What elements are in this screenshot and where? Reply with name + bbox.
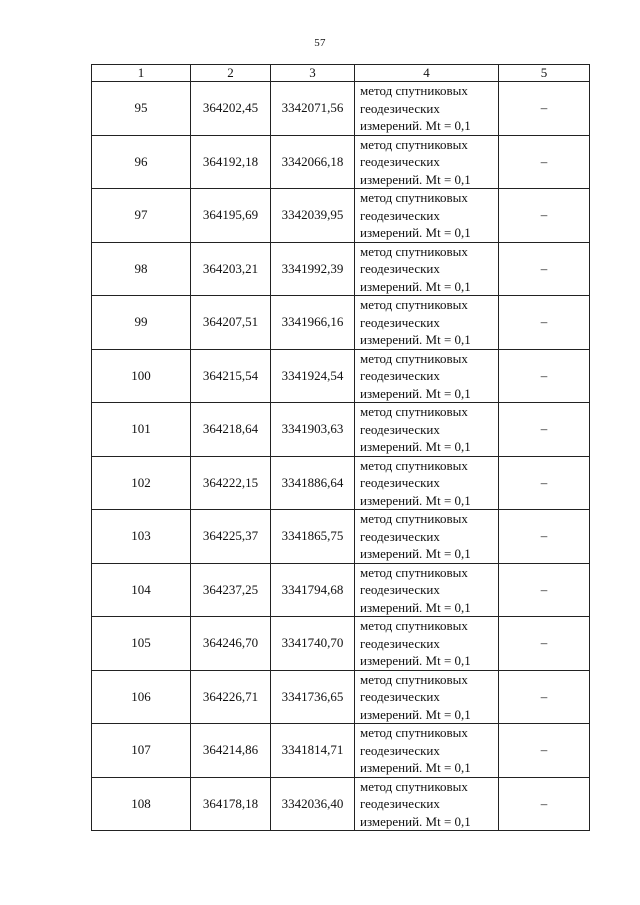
header-col-5: 5 (499, 65, 590, 82)
method-cell: метод спутниковых геодезических измерений. Mt = 0,1 (355, 777, 499, 831)
note-cell: – (499, 189, 590, 243)
point-number-cell: 107 (92, 724, 191, 778)
note-cell: – (499, 403, 590, 457)
point-number-cell: 106 (92, 670, 191, 724)
method-cell: метод спутниковых геодезических измерений. Mt = 0,1 (355, 82, 499, 136)
note-cell: – (499, 135, 590, 189)
point-number-cell: 100 (92, 349, 191, 403)
note-cell: – (499, 456, 590, 510)
note-cell: – (499, 349, 590, 403)
y-coordinate-cell: 3342039,95 (271, 189, 355, 243)
note-cell: – (499, 296, 590, 350)
table-row (92, 349, 590, 403)
method-cell: метод спутниковых геодезических измерений. Mt = 0,1 (355, 349, 499, 403)
point-number-cell: 97 (92, 189, 191, 243)
note-cell: – (499, 777, 590, 831)
point-number-cell: 108 (92, 777, 191, 831)
point-number-cell: 98 (92, 242, 191, 296)
y-coordinate-cell: 3342066,18 (271, 135, 355, 189)
y-coordinate-cell: 3342071,56 (271, 82, 355, 136)
table-row (92, 242, 590, 296)
y-coordinate-cell: 3341992,39 (271, 242, 355, 296)
point-number-cell: 104 (92, 563, 191, 617)
table-row (92, 135, 590, 189)
x-coordinate-cell: 364226,71 (191, 670, 271, 724)
x-coordinate-cell: 364178,18 (191, 777, 271, 831)
method-cell: метод спутниковых геодезических измерений. Mt = 0,1 (355, 563, 499, 617)
point-number-cell: 96 (92, 135, 191, 189)
y-coordinate-cell: 3341865,75 (271, 510, 355, 564)
table-row (92, 777, 590, 831)
x-coordinate-cell: 364207,51 (191, 296, 271, 350)
y-coordinate-cell: 3341736,65 (271, 670, 355, 724)
x-coordinate-cell: 364222,15 (191, 456, 271, 510)
page-number: 57 (314, 37, 326, 49)
note-cell: – (499, 617, 590, 671)
y-coordinate-cell: 3341903,63 (271, 403, 355, 457)
method-cell: метод спутниковых геодезических измерений. Mt = 0,1 (355, 135, 499, 189)
header-col-3: 3 (271, 65, 355, 82)
method-cell: метод спутниковых геодезических измерений. Mt = 0,1 (355, 670, 499, 724)
header-row (92, 65, 590, 82)
note-cell: – (499, 563, 590, 617)
table-row (92, 82, 590, 136)
method-cell: метод спутниковых геодезических измерений. Mt = 0,1 (355, 724, 499, 778)
table-row (92, 563, 590, 617)
point-number-cell: 99 (92, 296, 191, 350)
x-coordinate-cell: 364195,69 (191, 189, 271, 243)
table-row (92, 510, 590, 564)
x-coordinate-cell: 364218,64 (191, 403, 271, 457)
point-number-cell: 103 (92, 510, 191, 564)
method-cell: метод спутниковых геодезических измерений. Mt = 0,1 (355, 617, 499, 671)
point-number-cell: 105 (92, 617, 191, 671)
table-row (92, 617, 590, 671)
y-coordinate-cell: 3341886,64 (271, 456, 355, 510)
header-col-1: 1 (92, 65, 191, 82)
table-row (92, 724, 590, 778)
header-col-2: 2 (191, 65, 271, 82)
method-cell: метод спутниковых геодезических измерений. Mt = 0,1 (355, 296, 499, 350)
note-cell: – (499, 724, 590, 778)
note-cell: – (499, 82, 590, 136)
y-coordinate-cell: 3341814,71 (271, 724, 355, 778)
coordinates-table (91, 64, 590, 831)
x-coordinate-cell: 364214,86 (191, 724, 271, 778)
method-cell: метод спутниковых геодезических измерений. Mt = 0,1 (355, 510, 499, 564)
method-cell: метод спутниковых геодезических измерений. Mt = 0,1 (355, 189, 499, 243)
header-col-4: 4 (355, 65, 499, 82)
x-coordinate-cell: 364237,25 (191, 563, 271, 617)
table-row (92, 670, 590, 724)
x-coordinate-cell: 364215,54 (191, 349, 271, 403)
y-coordinate-cell: 3341740,70 (271, 617, 355, 671)
note-cell: – (499, 510, 590, 564)
x-coordinate-cell: 364225,37 (191, 510, 271, 564)
method-cell: метод спутниковых геодезических измерений. Mt = 0,1 (355, 403, 499, 457)
method-cell: метод спутниковых геодезических измерений. Mt = 0,1 (355, 456, 499, 510)
x-coordinate-cell: 364246,70 (191, 617, 271, 671)
table-row (92, 189, 590, 243)
y-coordinate-cell: 3342036,40 (271, 777, 355, 831)
point-number-cell: 102 (92, 456, 191, 510)
point-number-cell: 95 (92, 82, 191, 136)
table-body (92, 82, 590, 831)
table-header (92, 65, 590, 82)
y-coordinate-cell: 3341966,16 (271, 296, 355, 350)
note-cell: – (499, 242, 590, 296)
table-row (92, 403, 590, 457)
method-cell: метод спутниковых геодезических измерений. Mt = 0,1 (355, 242, 499, 296)
x-coordinate-cell: 364203,21 (191, 242, 271, 296)
y-coordinate-cell: 3341924,54 (271, 349, 355, 403)
table-row (92, 296, 590, 350)
y-coordinate-cell: 3341794,68 (271, 563, 355, 617)
note-cell: – (499, 670, 590, 724)
x-coordinate-cell: 364202,45 (191, 82, 271, 136)
table-row (92, 456, 590, 510)
x-coordinate-cell: 364192,18 (191, 135, 271, 189)
point-number-cell: 101 (92, 403, 191, 457)
